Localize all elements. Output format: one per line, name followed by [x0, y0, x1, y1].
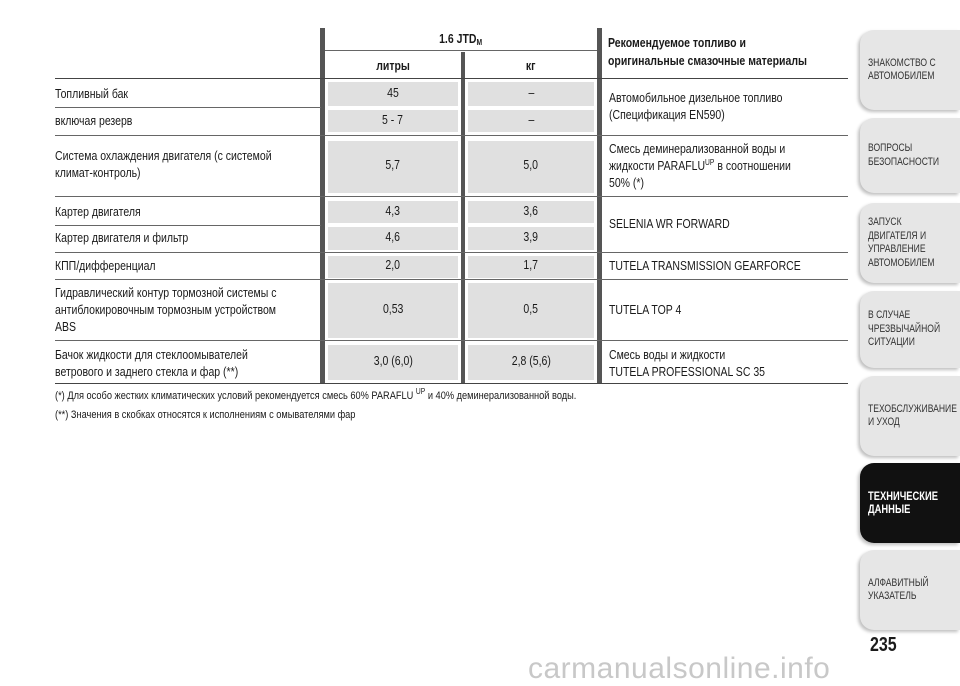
tab-label: ТЕХНИЧЕСКИЕ ДАННЫЕ: [868, 488, 938, 516]
unit-kg-header: кг: [526, 59, 536, 73]
row-divider: [55, 196, 848, 197]
fluid-engine-oil: SELENIA WR FORWARD: [609, 217, 730, 231]
row-label-reserve: включая резерв: [55, 114, 133, 128]
row-divider: [55, 252, 848, 253]
column-divider: [597, 28, 602, 384]
row-label-gearbox: КПП/дифференциал: [55, 259, 156, 273]
footnote-1: (*) Для особо жестких климатических условий рекомендуется смесь 60% PARAFLU $^{UP}$ и 40% деминерализованной воды.: [55, 387, 577, 402]
row-divider: [55, 340, 848, 341]
row-label-fuel-tank: Топливный бак: [55, 87, 129, 101]
unit-liters-header: литры: [376, 59, 410, 73]
row-label-crankcase-filter: Картер двигателя и фильтр: [55, 231, 189, 245]
value-liters: 45: [387, 86, 399, 100]
tab-technical-data[interactable]: [860, 463, 960, 543]
tab-label: ЗАПУСК ДВИГАТЕЛЯ И УПРАВЛЕНИЕ АВТОМОБИЛЕМ: [868, 216, 935, 269]
tab-getting-to-know[interactable]: [860, 30, 960, 110]
column-divider: [320, 28, 325, 384]
tab-label: ЗНАКОМСТВО С АВТОМОБИЛЕМ: [868, 56, 936, 82]
row-label-brakes: Гидравлический контур тормозной системы с антиблокировочным тормозным устройством ABS: [55, 286, 277, 334]
fluid-brake: TUTELA TOP 4: [609, 303, 682, 317]
value-liters: 4,6: [385, 230, 401, 244]
tab-maintenance[interactable]: [860, 376, 960, 456]
row-label-washer: Бачок жидкости для стеклоомывателей ветрового и заднего стекла и фар (**): [55, 348, 248, 379]
fluid-diesel: Автомобильное дизельное топливо (Спецификация EN590): [609, 91, 783, 122]
header-divider: [325, 50, 597, 51]
value-kg: 5,0: [523, 158, 539, 172]
tab-label: В СЛУЧАЕ ЧРЕЗВЫЧАЙНОЙ СИТУАЦИИ: [868, 309, 941, 349]
value-liters: 5,7: [385, 158, 401, 172]
engine-model-header: 1.6 $JTD_M$: [439, 32, 483, 47]
value-kg: 0,5: [523, 302, 539, 316]
row-label-cooling: Система охлаждения двигателя (с системой климат-контроль): [55, 149, 272, 180]
value-liters: 0,53: [382, 302, 404, 316]
watermark: carmanualsonline.info: [528, 652, 831, 685]
row-divider: [55, 225, 321, 226]
fluid-gear-oil: TUTELA TRANSMISSION GEARFORCE: [609, 259, 801, 273]
value-kg: –: [528, 86, 534, 100]
fluid-coolant: Смесь деминерализованной воды и жидкости $PARAFLU^{UP}$ в соотношении 50% (*): [609, 142, 791, 190]
value-kg: 3,9: [523, 230, 539, 244]
column-divider: [461, 52, 465, 384]
tab-label: АЛФАВИТНЫЙ УКАЗАТЕЛЬ: [868, 576, 929, 602]
tab-starting-driving[interactable]: [860, 203, 960, 283]
tab-safety[interactable]: [860, 118, 960, 193]
tab-label: ВОПРОСЫ БЕЗОПАСНОСТИ: [868, 142, 940, 168]
fuel-header: Рекомендуемое топливо и оригинальные смазочные материалы: [608, 36, 807, 68]
value-kg: 2,8 (5,6): [511, 354, 551, 368]
header-bottom-line: [55, 78, 848, 79]
fluid-washer: Смесь воды и жидкости TUTELA PROFESSIONAL SC 35: [609, 348, 766, 379]
value-kg: 1,7: [523, 258, 539, 272]
value-liters: 2,0: [385, 258, 401, 272]
value-kg: –: [528, 113, 534, 127]
value-liters: 4,3: [385, 204, 401, 218]
value-liters: 3,0 (6,0): [373, 354, 413, 368]
row-divider: [55, 279, 848, 280]
row-divider: [55, 135, 848, 136]
footnote-2: (**) Значения в скобках относятся к исполнениям с омывателями фар: [55, 409, 356, 421]
row-divider: [55, 107, 321, 108]
tab-label: ТЕХОБСЛУЖИВАНИЕ И УХОД: [868, 402, 957, 428]
value-liters: 5 - 7: [382, 113, 404, 127]
page-number: 235: [870, 634, 897, 656]
value-kg: 3,6: [523, 204, 539, 218]
table-bottom-line: [55, 383, 848, 384]
tab-emergency[interactable]: [860, 291, 960, 368]
tab-index[interactable]: [860, 550, 960, 630]
row-label-crankcase: Картер двигателя: [55, 205, 141, 219]
